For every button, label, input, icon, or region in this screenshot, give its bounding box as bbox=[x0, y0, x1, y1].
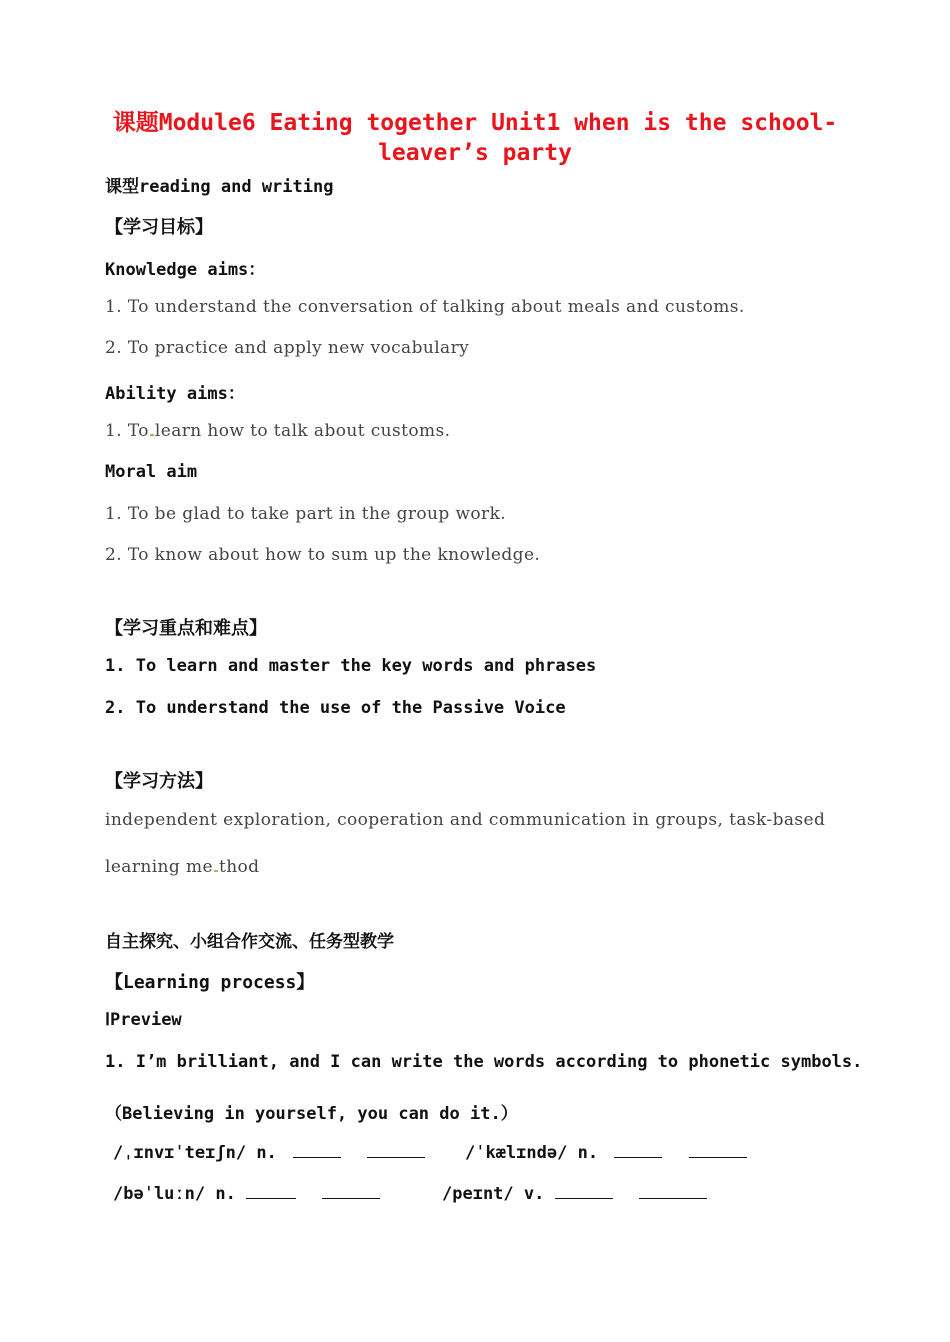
preview-heading: ⅠPreview bbox=[105, 1010, 182, 1030]
learning-process-heading: 【Learning process】 bbox=[105, 972, 315, 993]
annotation-mark bbox=[150, 434, 154, 436]
part-of-speech: v. bbox=[523, 1184, 545, 1204]
method-line-2-a: learning me bbox=[105, 857, 213, 877]
answer-blank[interactable] bbox=[367, 1141, 425, 1158]
method-chinese: 自主探究、小组合作交流、任务型教学 bbox=[105, 932, 394, 952]
title-line-1: 课题Module6 Eating together Unit1 when is the school- bbox=[112, 110, 838, 136]
answer-blank[interactable] bbox=[555, 1182, 613, 1199]
part-of-speech: n. bbox=[215, 1184, 236, 1204]
keypoint-item-2: 2. To understand the use of the Passive Voice bbox=[105, 698, 566, 718]
method-line-1: independent exploration, cooperation and communication in groups, task-based bbox=[105, 810, 826, 830]
preview-item-1-note: （Believing in yourself, you can do it.） bbox=[105, 1104, 518, 1124]
answer-blank[interactable] bbox=[614, 1141, 662, 1158]
keypoints-heading: 【学习重点和难点】 bbox=[105, 618, 267, 639]
ability-aims-heading: Ability aims： bbox=[105, 384, 245, 404]
phonetic-item-3 bbox=[113, 1182, 380, 1204]
part-of-speech: n. bbox=[256, 1143, 277, 1163]
phonetic-item-1 bbox=[113, 1141, 425, 1163]
method-line-2-b: thod bbox=[218, 857, 260, 877]
knowledge-item-2: 2. To practice and apply new vocabulary bbox=[105, 338, 470, 358]
phonetic-symbol: /peɪnt/ bbox=[442, 1184, 514, 1204]
moral-aim-heading: Moral aim bbox=[105, 462, 198, 482]
phonetic-symbol: /ˈkælɪndə/ bbox=[465, 1143, 568, 1163]
part-of-speech: n. bbox=[577, 1143, 599, 1163]
ability-item-1 bbox=[105, 421, 450, 441]
knowledge-item-1: 1. To understand the conversation of talking about meals and customs. bbox=[105, 297, 745, 317]
answer-blank[interactable] bbox=[689, 1141, 747, 1158]
phonetic-item-4 bbox=[442, 1182, 707, 1204]
lesson-type: 课型reading and writing bbox=[105, 177, 334, 197]
method-heading: 【学习方法】 bbox=[105, 771, 213, 792]
annotation-mark bbox=[214, 870, 218, 872]
preview-item-1: 1. I’m brilliant, and I can write the words according to phonetic symbols. bbox=[105, 1052, 863, 1072]
phonetic-symbol: /bəˈluːn/ bbox=[113, 1184, 206, 1204]
ability-item-prefix: 1. To bbox=[105, 421, 149, 441]
ability-item-rest: learn how to talk about customs. bbox=[154, 421, 451, 441]
answer-blank[interactable] bbox=[293, 1141, 341, 1158]
answer-blank[interactable] bbox=[639, 1182, 707, 1199]
knowledge-aims-heading: Knowledge aims： bbox=[105, 260, 266, 280]
phonetic-item-2 bbox=[465, 1141, 747, 1163]
phonetic-symbol: /ˌɪnvɪˈteɪʃn/ bbox=[113, 1143, 247, 1163]
title-line-2: leaver’s party bbox=[378, 140, 572, 166]
answer-blank[interactable] bbox=[322, 1182, 380, 1199]
moral-item-1: 1. To be glad to take part in the group work. bbox=[105, 504, 507, 524]
lesson-title bbox=[100, 108, 850, 168]
keypoint-item-1: 1. To learn and master the key words and phrases bbox=[105, 656, 597, 676]
objectives-heading: 【学习目标】 bbox=[105, 217, 213, 238]
moral-item-2: 2. To know about how to sum up the knowledge. bbox=[105, 545, 541, 565]
method-line-2 bbox=[105, 857, 259, 877]
answer-blank[interactable] bbox=[246, 1182, 296, 1199]
